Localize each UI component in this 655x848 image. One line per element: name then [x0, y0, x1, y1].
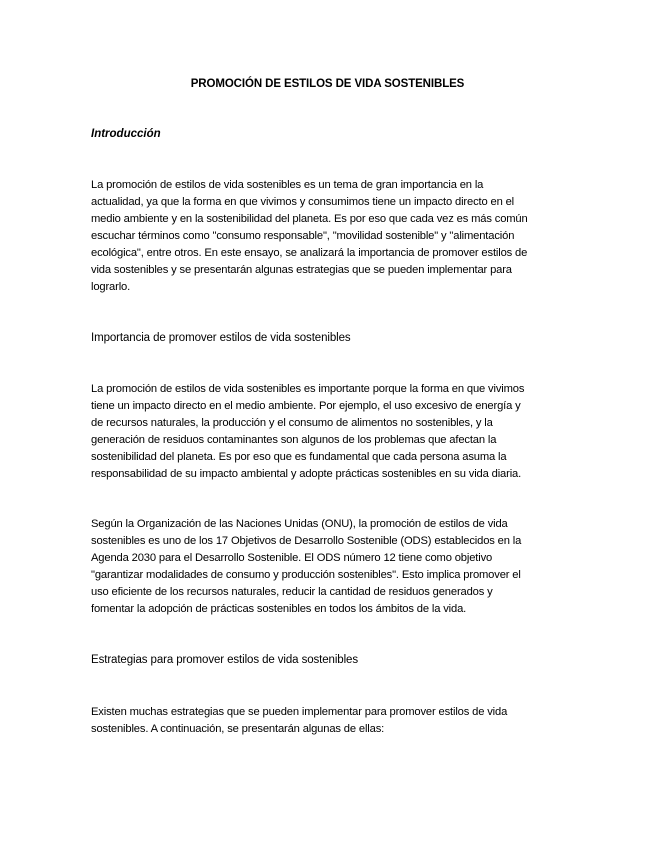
strategies-heading: Estrategias para promover estilos de vida sostenibles [91, 654, 359, 666]
paragraph-line: La promoción de estilos de vida sostenibles es un tema de gran importancia en la [91, 179, 484, 191]
paragraph-line: Existen muchas estrategias que se pueden implementar para promover estilos de vida [91, 706, 508, 718]
paragraph-line: lograrlo. [91, 281, 131, 293]
strategies-paragraph [91, 704, 571, 738]
paragraph-line: fomentar la adopción de prácticas sostenibles en todos los ámbitos de la vida. [91, 603, 467, 615]
document-title: PROMOCIÓN DE ESTILOS DE VIDA SOSTENIBLES [190, 78, 465, 90]
paragraph-line: ecológica", entre otros. En este ensayo, se analizará la importancia de promover estilos de [91, 247, 528, 259]
paragraph-line: generación de residuos contaminantes son algunos de los problemas que afectan la [91, 434, 497, 446]
paragraph-line: tiene un impacto directo en el medio ambiente. Por ejemplo, el uso excesivo de energía y [91, 400, 521, 412]
intro-heading: Introducción [91, 128, 161, 140]
paragraph-line: La promoción de estilos de vida sostenibles es importante porque la forma en que vivimos [91, 383, 525, 395]
importance-paragraph [91, 381, 571, 483]
onu-paragraph [91, 516, 571, 618]
paragraph-line: escuchar términos como "consumo responsable", "movilidad sostenible" y "alimentación [91, 230, 515, 242]
paragraph-line: actualidad, ya que la forma en que vivimos y consumimos tiene un impacto directo en el [91, 196, 515, 208]
paragraph-line: sostenibles es uno de los 17 Objetivos de Desarrollo Sostenible (ODS) establecidos en la [91, 535, 522, 547]
paragraph-line: responsabilidad de su impacto ambiental y adopte prácticas sostenibles en su vida diaria. [91, 468, 522, 480]
paragraph-line: Según la Organización de las Naciones Unidas (ONU), la promoción de estilos de vida [91, 518, 508, 530]
paragraph-line: Agenda 2030 para el Desarrollo Sostenible. El ODS número 12 tiene como objetivo [91, 552, 493, 564]
paragraph-line: sostenibilidad del planeta. Es por eso que es fundamental que cada persona asuma la [91, 451, 507, 463]
paragraph-line: de recursos naturales, la producción y el consumo de alimentos no sostenibles, y la [91, 417, 493, 429]
intro-paragraph [91, 177, 571, 296]
paragraph-line: sostenibles. A continuación, se presentarán algunas de ellas: [91, 723, 385, 735]
paragraph-line: "garantizar modalidades de consumo y producción sostenibles". Esto implica promover el [91, 569, 521, 581]
paragraph-line: medio ambiente y en la sostenibilidad del planeta. Es por eso que cada vez es más común [91, 213, 528, 225]
paragraph-line: vida sostenibles y se presentarán algunas estrategias que se pueden implementar para [91, 264, 512, 276]
importance-heading: Importancia de promover estilos de vida sostenibles [91, 332, 351, 344]
paragraph-line: uso eficiente de los recursos naturales, reducir la cantidad de residuos generados y [91, 586, 493, 598]
